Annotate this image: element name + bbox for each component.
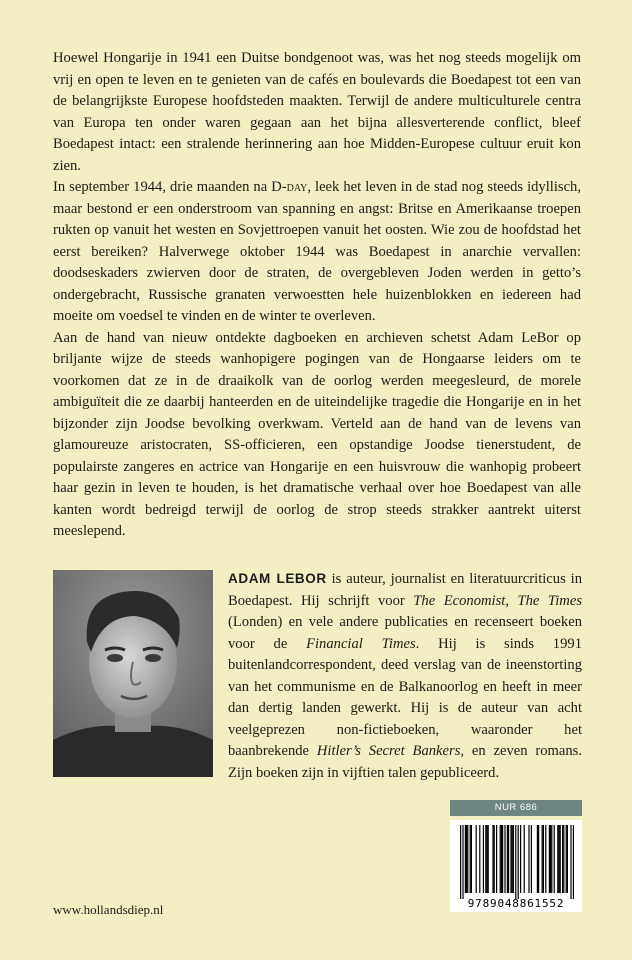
blurb-p2-part-b: , leek het leven in de stad nog steeds idyllisch, maar bestond er een onderstroom van spanning en angst: Britse en Amerikaanse troepen rukten op vanuit het westen en Sovjettroepen vanuit het oosten. Wie zou de hoofdstad het eerst bereiken? Halverwege oktober 1944 was Boedapest in anarchie vervallen: doodseskaders zwierven door de straten, de overgebleven Joden werden in getto’s ondergebracht, Russische granaten verwoestten hele huizenblokken en iedereen had moeite om voedsel te vinden en de winter te overleven. (53, 179, 581, 324)
barcode-bar (524, 825, 525, 893)
barcode-bar (460, 825, 461, 899)
barcode-bar (485, 825, 486, 893)
barcode-bar (500, 825, 501, 893)
author-name: ADAM LEBOR (228, 571, 327, 586)
blurb-p2-part-a: In september 1944, drie maanden na (53, 179, 272, 195)
bio-the-times: The Times (517, 592, 582, 609)
barcode-bar (551, 825, 552, 893)
barcode-bar (502, 825, 503, 893)
bio-financial-times: Financial Times (306, 635, 416, 652)
barcode-bar (543, 825, 544, 893)
barcode-bar (566, 825, 567, 893)
bio-text-3: (Londen) en vele andere publicaties en recenseert boeken voor de (228, 614, 582, 652)
bio-the-economist: The Economist (413, 592, 506, 609)
barcode-bar (470, 825, 471, 893)
barcode-bar (512, 825, 513, 893)
barcode-bar (483, 825, 484, 893)
bio-text-2: , (505, 592, 518, 609)
barcode-bar (570, 825, 571, 899)
bio-text-1: is auteur, journalist en literatuurcriticus in Boedapest. Hij schrijft voor (228, 571, 582, 609)
barcode-bar (542, 825, 543, 893)
barcode-bar (538, 825, 539, 893)
back-cover-blurb (53, 48, 581, 543)
barcode-bar (508, 825, 509, 893)
barcode-bar (504, 825, 505, 893)
bio-text-4: . Hij is sinds 1991 buitenlandcorrespondent, deed verslag van de ineenstorting van het communisme en de Balkanoorlog en heeft in meer dan dertig landen gewerkt. Hij is de auteur van acht veelgeprezen non-fictieboeken, waaronder het baanbrekende (228, 635, 582, 759)
nur-code-label: NUR 686 (450, 800, 582, 816)
barcode-bar (557, 825, 558, 893)
barcode-bar (479, 825, 480, 893)
blurb-paragraph-3 (53, 328, 581, 543)
barcode-bar (496, 825, 497, 893)
bio-text-5: , en zeven romans. Zijn boeken zijn in vijftien talen gepubliceerd. (228, 743, 582, 781)
blurb-p3-part-a: Aan de hand van nieuw ontdekte dagboeken en archieven schetst Adam LeBor op briljante wijze de steeds wanhopigere pogingen van de Hongaarse leiders om te voorkomen dat ze in de draaikolk van de oorlog werden meegesleurd, de morele ambiguïteit die ze daarbij hanteerden en de uiteindelijke tragedie die Hongarije en in het bijzonder zijn Joodse bevolking overkwam. Verteld aan de hand van de levens van glamoureuze aristocraten, (53, 329, 581, 453)
barcode-bar (494, 825, 495, 893)
bio-hitlers-secret-bankers: Hitler’s Secret Bankers (316, 743, 461, 759)
barcode-bar (476, 825, 477, 893)
barcode-bar (466, 825, 467, 893)
author-photo (53, 570, 213, 777)
barcode-bar (467, 825, 468, 893)
barcode-bar (515, 825, 516, 899)
ss-text: SS (224, 437, 241, 453)
barcode-bar (549, 825, 550, 893)
barcode-bar (550, 825, 551, 893)
barcode-bar (486, 825, 487, 893)
dday-text: D-day (271, 179, 308, 195)
publisher-website: www.hollandsdiep.nl (53, 902, 164, 917)
barcode-bar (513, 825, 514, 893)
barcode-bar (554, 825, 555, 893)
barcode-bar (562, 825, 563, 893)
barcode-bar (545, 825, 546, 893)
barcode-bar (507, 825, 508, 893)
blurb-p3-part-b: -officieren, een opstandige Joodse tienerstudent, de populairste zangeres en actrice van Hongarije en een huisvrouw die wanhopig probeert haar gezin in leven te houden, is het dramatische verhaal over hoe Boedapest van alle kanten wordt bedreigd terwijl de oorlog de strop steeds strakker aantrekt uiterst meeslepend. (53, 437, 581, 539)
barcode-bar (488, 825, 489, 893)
barcode-bar (528, 825, 529, 893)
barcode-bar (465, 825, 466, 893)
barcode-bar (518, 825, 519, 899)
barcode-bar (560, 825, 561, 893)
barcode-bar (471, 825, 472, 893)
barcode-bar (531, 825, 532, 893)
isbn-barcode (450, 820, 582, 912)
barcode-bar (520, 825, 521, 893)
barcode-bar (492, 825, 493, 893)
blurb-paragraph-2 (53, 177, 581, 328)
barcode-bar (558, 825, 559, 893)
isbn-digits: 9789048861552 (467, 897, 565, 910)
barcode-bar (563, 825, 564, 893)
barcode-bar (501, 825, 502, 893)
barcode-bar (537, 825, 538, 893)
barcode-bar (462, 825, 463, 899)
author-bio (228, 568, 582, 784)
blurb-paragraph-1: Hoewel Hongarije in 1941 een Duitse bondgenoot was, was het nog steeds mogelijk om vrij en open te leven en te genieten van de cafés en boulevards die Boedapest tot een van de belangrijkste Europese hoofdsteden maakten. Terwijl de andere multiculturele centra van Europa ten onder waren gegaan aan het bijna allesverterende conflict, bleef Boedapest intact: een stralende herinnering aan hoe Midden-Europese cultuur eruit kon zien. (53, 50, 581, 174)
barcode-bar (573, 825, 574, 899)
barcode-bar (510, 825, 511, 893)
barcode-bar (567, 825, 568, 893)
